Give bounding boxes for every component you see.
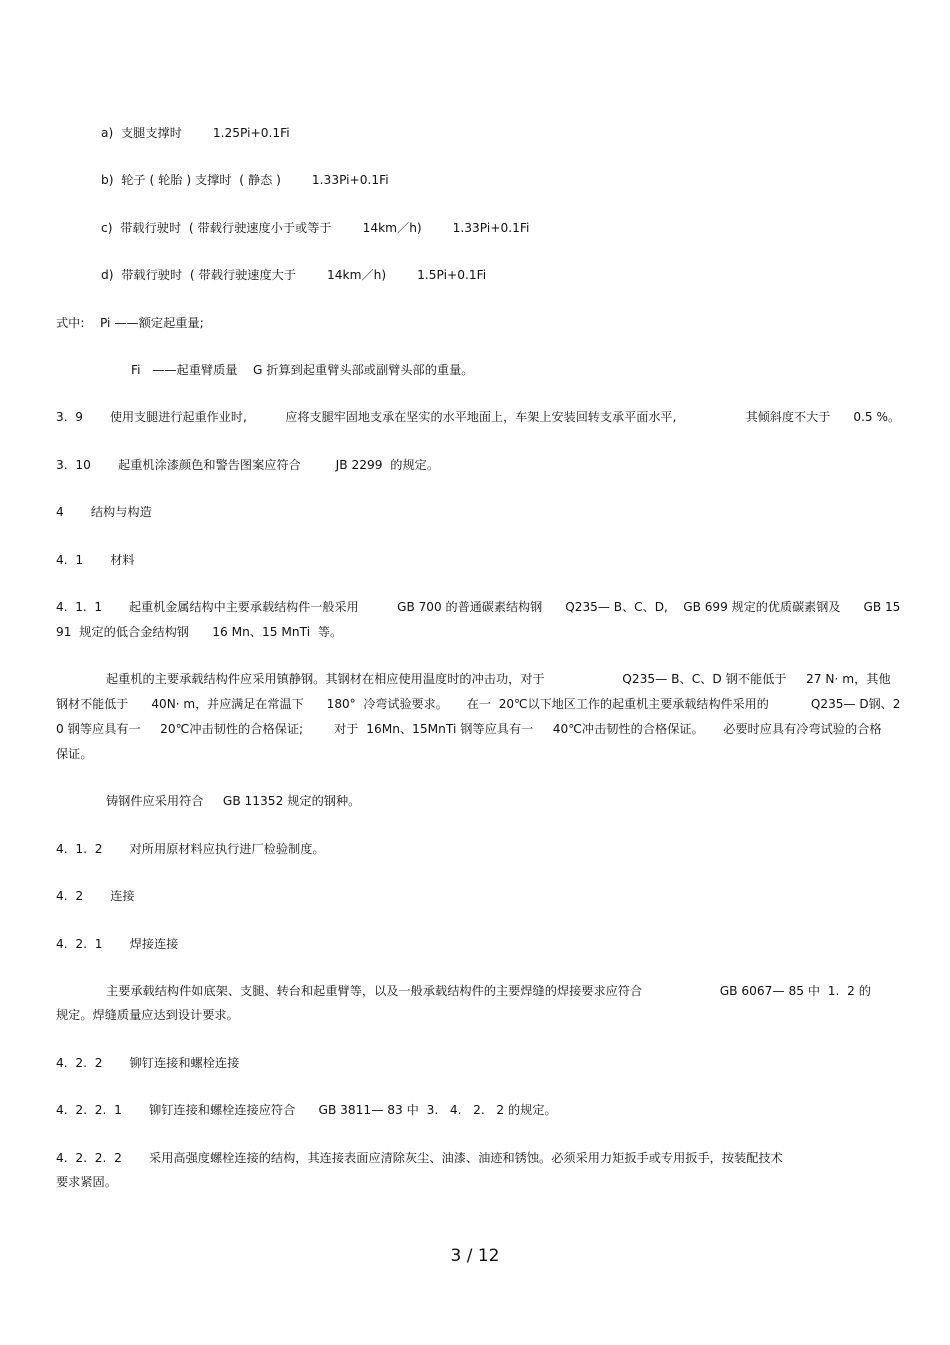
section-4-1-heading: 4. 1 材料 xyxy=(56,553,135,567)
item-d-travel-fast: d) 带载行驶时 ( 带载行驶速度大于 14km／h) 1.5Pi+0.1Fi xyxy=(101,268,487,282)
section-4-2-heading: 4. 2 连接 xyxy=(56,889,135,903)
clause-4-2-2-2-line-2: 要求紧固。 xyxy=(56,1175,117,1189)
section-4-heading: 4 结构与构造 xyxy=(56,505,152,519)
item-a-outrigger-support: a) 支腿支撑时 1.25Pi+0.1Fi xyxy=(101,126,290,140)
clause-4-2-2-heading: 4. 2. 2 铆钉连接和螺栓连接 xyxy=(56,1056,240,1070)
clause-4-1-1-line-1: 4. 1. 1 起重机金属结构中主要承载结构件一般采用 GB 700 的普通碳素结构钢 Q235— B、C、D, GB 699 规定的优质碳素钢及 GB 15 xyxy=(56,600,901,614)
clause-4-1-2: 4. 1. 2 对所用原材料应执行进厂检验制度。 xyxy=(56,842,325,856)
steel-paragraph-line-4: 保证。 xyxy=(56,747,93,761)
item-b-wheel-support: b) 轮子 ( 轮胎 ) 支撑时 ( 静态 ) 1.33Pi+0.1Fi xyxy=(101,173,389,187)
page-number: 3 / 12 xyxy=(450,1246,500,1266)
clause-4-2-1-heading: 4. 2. 1 焊接连接 xyxy=(56,937,179,951)
clause-4-1-1-line-2: 91 规定的低合金结构钢 16 Mn、15 MnTi 等。 xyxy=(56,625,343,639)
clause-3-10: 3. 10 起重机涂漆颜色和警告图案应符合 JB 2299 的规定。 xyxy=(56,458,440,472)
clause-4-2-2-2-line-1: 4. 2. 2. 2 采用高强度螺栓连接的结构，其连接表面应清除灰尘、油漆、油迹和锈蚀。必须采用力矩扳手或专用扳手，按装配技术 xyxy=(56,1151,783,1165)
welding-paragraph-line-1: 主要承载结构件如底架、支腿、转台和起重臂等，以及一般承载结构件的主要焊缝的焊接要求应符合 GB 6067— 85 中 1. 2 的 xyxy=(106,984,871,998)
formula-legend-pi: 式中: Pi ——额定起重量; xyxy=(56,316,204,330)
formula-legend-fi: Fi ——起重臂质量 G 折算到起重臂头部或副臂头部的重量。 xyxy=(131,363,474,377)
item-c-travel-slow: c) 带载行驶时 ( 带载行驶速度小于或等于 14km／h) 1.33Pi+0.1Fi xyxy=(101,221,530,235)
cast-steel-paragraph: 铸钢件应采用符合 GB 11352 规定的钢种。 xyxy=(106,794,361,808)
welding-paragraph-line-2: 规定。焊缝质量应达到设计要求。 xyxy=(56,1008,239,1022)
clause-3-9: 3. 9 使用支腿进行起重作业时, 应将支腿牢固地支承在坚实的水平地面上，车架上安装回转支承平面水平, 其倾斜度不大于 0.5 %。 xyxy=(56,410,901,424)
steel-paragraph-line-1: 起重机的主要承载结构件应采用镇静钢。其钢材在相应使用温度时的冲击功，对于 Q235— B、C、D 钢不能低于 27 N· m，其他 xyxy=(106,672,891,686)
steel-paragraph-line-3: 0 钢等应具有一 20℃冲击韧性的合格保证; 对于 16Mn、15MnTi 钢等应具有一 40℃冲击韧性的合格保证。 必要时应具有冷弯试验的合格 xyxy=(56,722,882,736)
clause-4-2-2-1: 4. 2. 2. 1 铆钉连接和螺栓连接应符合 GB 3811— 83 中 3. 4. 2. 2 的规定。 xyxy=(56,1103,557,1117)
steel-paragraph-line-2: 钢材不能低于 40N· m，并应满足在常温下 180° 冷弯试验要求。 在一 20℃以下地区工作的起重机主要承载结构件采用的 Q235— D钢、2 xyxy=(56,697,901,711)
